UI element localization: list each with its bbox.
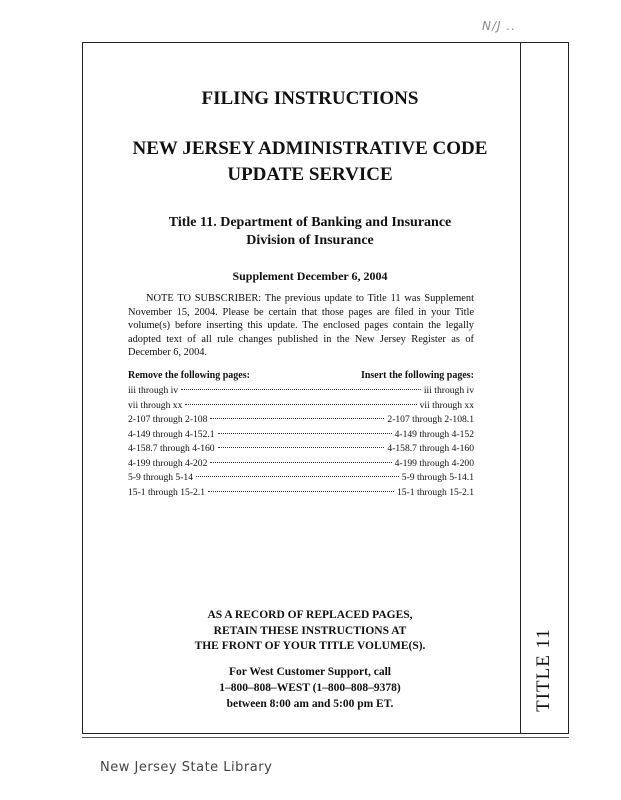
support-line-1: For West Customer Support, call: [229, 666, 391, 678]
customer-support: [110, 664, 510, 712]
page-title: FILING INSTRUCTIONS: [201, 88, 419, 109]
title-line-1: Title 11. Department of Banking and Insurance: [168, 215, 452, 230]
page-replacement-table: [128, 369, 474, 500]
title-heading: [110, 214, 510, 250]
handwritten-stamp: N/J ..: [482, 19, 517, 33]
tab-divider: [520, 42, 521, 734]
insert-pages: 4-158.7 through 4-160: [387, 443, 474, 454]
insert-pages: 15-1 through 15-2.1: [396, 486, 474, 498]
remove-header: Remove the following pages:: [128, 370, 250, 381]
remove-pages: 4-149 through 4-152.1: [128, 428, 215, 440]
code-title-line-2: UPDATE SERVICE: [227, 164, 393, 185]
table-row: [128, 486, 474, 501]
library-stamp: New Jersey State Library: [100, 760, 273, 775]
insert-pages: iii through iv: [423, 385, 474, 396]
insert-pages: 5-9 through 5-14.1: [401, 472, 474, 483]
insert-header: Insert the following pages:: [360, 370, 474, 381]
dot-leader: [210, 462, 391, 463]
table-row: [128, 384, 474, 399]
support-hours: between 8:00 am and 5:00 pm ET.: [226, 698, 394, 710]
remove-pages: 5-9 through 5-14: [128, 472, 194, 483]
subscriber-note: NOTE TO SUBSCRIBER: The previous update to Title 11 was Supplement November 15, 2004. Please be certain that those pages are filed in your Title volume(s) before inserting this update. The enclosed pages contain the legally adopted text of all rule changes published in the New Jersey Register as of December 6, 2004.: [128, 293, 474, 359]
table-row: [128, 413, 474, 428]
insert-pages: 2-107 through 2-108.1: [387, 414, 474, 425]
dot-leader: [181, 389, 421, 390]
remove-pages: 4-158.7 through 4-160: [128, 443, 215, 454]
dot-leader: [196, 476, 399, 477]
retain-line-1: AS A RECORD OF REPLACED PAGES,: [207, 609, 413, 621]
title-tab-label: TITLE 11: [533, 628, 554, 712]
dot-leader: [218, 447, 385, 448]
dot-leader: [210, 418, 384, 419]
remove-pages: 2-107 through 2-108: [128, 414, 208, 425]
insert-pages: 4-199 through 4-200: [394, 457, 474, 469]
dot-leader: [218, 433, 392, 434]
retain-notice: [110, 608, 510, 655]
remove-pages: 15-1 through 15-2.1: [128, 486, 206, 498]
insert-pages: vii through xx: [419, 399, 474, 411]
dot-leader: [185, 404, 416, 405]
code-title: [110, 136, 510, 188]
title-line-2: Division of Insurance: [246, 233, 374, 248]
table-header: [128, 369, 474, 383]
support-phone: 1–800–808–WEST (1–800–808–9378): [219, 682, 401, 694]
remove-pages: iii through iv: [128, 385, 179, 396]
supplement-date: Supplement December 6, 2004: [232, 269, 388, 283]
table-row: [128, 399, 474, 414]
retain-line-2: RETAIN THESE INSTRUCTIONS AT: [213, 624, 407, 637]
table-row: [128, 471, 474, 486]
remove-pages: vii through xx: [128, 399, 183, 411]
retain-line-3: THE FRONT OF YOUR TITLE VOLUME(S).: [194, 640, 426, 652]
table-row: [128, 428, 474, 443]
bottom-rule: [82, 737, 569, 738]
code-title-line-1: NEW JERSEY ADMINISTRATIVE CODE: [132, 138, 488, 159]
table-row: [128, 457, 474, 472]
insert-pages: 4-149 through 4-152: [394, 428, 474, 440]
remove-pages: 4-199 through 4-202: [128, 457, 208, 469]
dot-leader: [208, 491, 394, 492]
table-row: [128, 442, 474, 457]
